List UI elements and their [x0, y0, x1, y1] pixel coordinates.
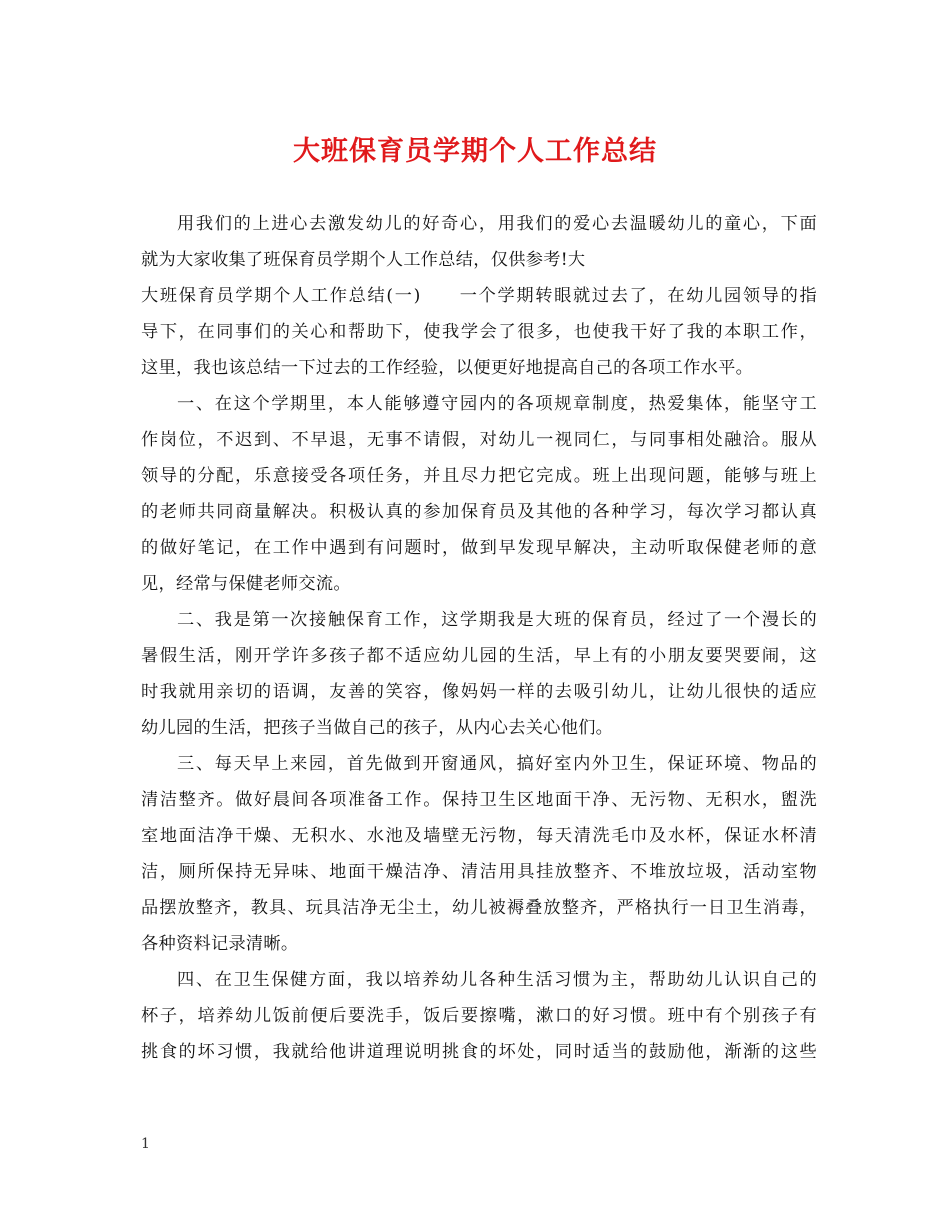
body-line: 暑假生活，刚开学许多孩子都不适应幼儿园的生活，早上有的小朋友要哭要闹，这 [141, 646, 817, 666]
body-line: 时我就用亲切的语调，友善的笑容，像妈妈一样的去吸引幼儿，让幼儿很快的适应 [141, 682, 817, 702]
body-line: 各种资料记录清晰。 [141, 934, 299, 954]
body-line: 导下，在同事们的关心和帮助下，使我学会了很多，也使我干好了我的本职工作， [141, 322, 817, 342]
body-line: 的老师共同商量解决。积极认真的参加保育员及其他的各种学习，每次学习都认真 [141, 502, 817, 522]
body-line: 领导的分配，乐意接受各项任务，并且尽力把它完成。班上出现问题，能够与班上 [141, 466, 817, 486]
body-line: 作岗位，不迟到、不早退，无事不请假，对幼儿一视同仁，与同事相处融洽。服从 [141, 430, 817, 450]
body-line: 室地面洁净干燥、无积水、水池及墙壁无污物，每天清洗毛巾及水杯，保证水杯清 [141, 826, 817, 846]
body-line: 这里，我也该总结一下过去的工作经验，以便更好地提高自己的各项工作水平。 [141, 358, 754, 378]
body-line: 见，经常与保健老师交流。 [141, 574, 351, 594]
body-line: 的做好笔记，在工作中遇到有问题时，做到早发现早解决，主动听取保健老师的意 [141, 538, 817, 558]
body-line: 用我们的上进心去激发幼儿的好奇心，用我们的爱心去温暖幼儿的童心，下面 [177, 214, 817, 234]
body-line: 幼儿园的生活，把孩子当做自己的孩子，从内心去关心他们。 [141, 718, 614, 738]
body-line: 三、每天早上来园，首先做到开窗通风，搞好室内外卫生，保证环境、物品的 [177, 754, 817, 774]
body-line: 大班保育员学期个人工作总结(一) 一个学期转眼就过去了，在幼儿园领导的指 [141, 286, 817, 306]
body-line: 二、我是第一次接触保育工作，这学期我是大班的保育员，经过了一个漫长的 [177, 610, 817, 630]
document-title: 大班保育员学期个人工作总结 [293, 136, 657, 167]
body-line: 洁，厕所保持无异味、地面干燥洁净、清洁用具挂放整齐、不堆放垃圾，活动室物 [141, 862, 817, 882]
document-body [141, 206, 817, 1070]
body-line: 杯子，培养幼儿饭前便后要洗手，饭后要擦嘴，漱口的好习惯。班中有个别孩子有 [141, 1006, 817, 1026]
body-line: 一、在这个学期里，本人能够遵守园内的各项规章制度，热爱集体，能坚守工 [177, 394, 817, 414]
body-line: 品摆放整齐，教具、玩具洁净无尘土，幼儿被褥叠放整齐，严格执行一日卫生消毒， [141, 898, 817, 918]
body-line: 四、在卫生保健方面，我以培养幼儿各种生活习惯为主，帮助幼儿认识自己的 [177, 970, 817, 990]
body-line: 挑食的坏习惯，我就给他讲道理说明挑食的坏处，同时适当的鼓励他，渐渐的这些 [141, 1042, 817, 1062]
body-line: 就为大家收集了班保育员学期个人工作总结，仅供参考!大 [141, 250, 586, 270]
body-line: 清洁整齐。做好晨间各项准备工作。保持卫生区地面干净、无污物、无积水，盥洗 [141, 790, 817, 810]
page-number: 1 [141, 1136, 150, 1152]
